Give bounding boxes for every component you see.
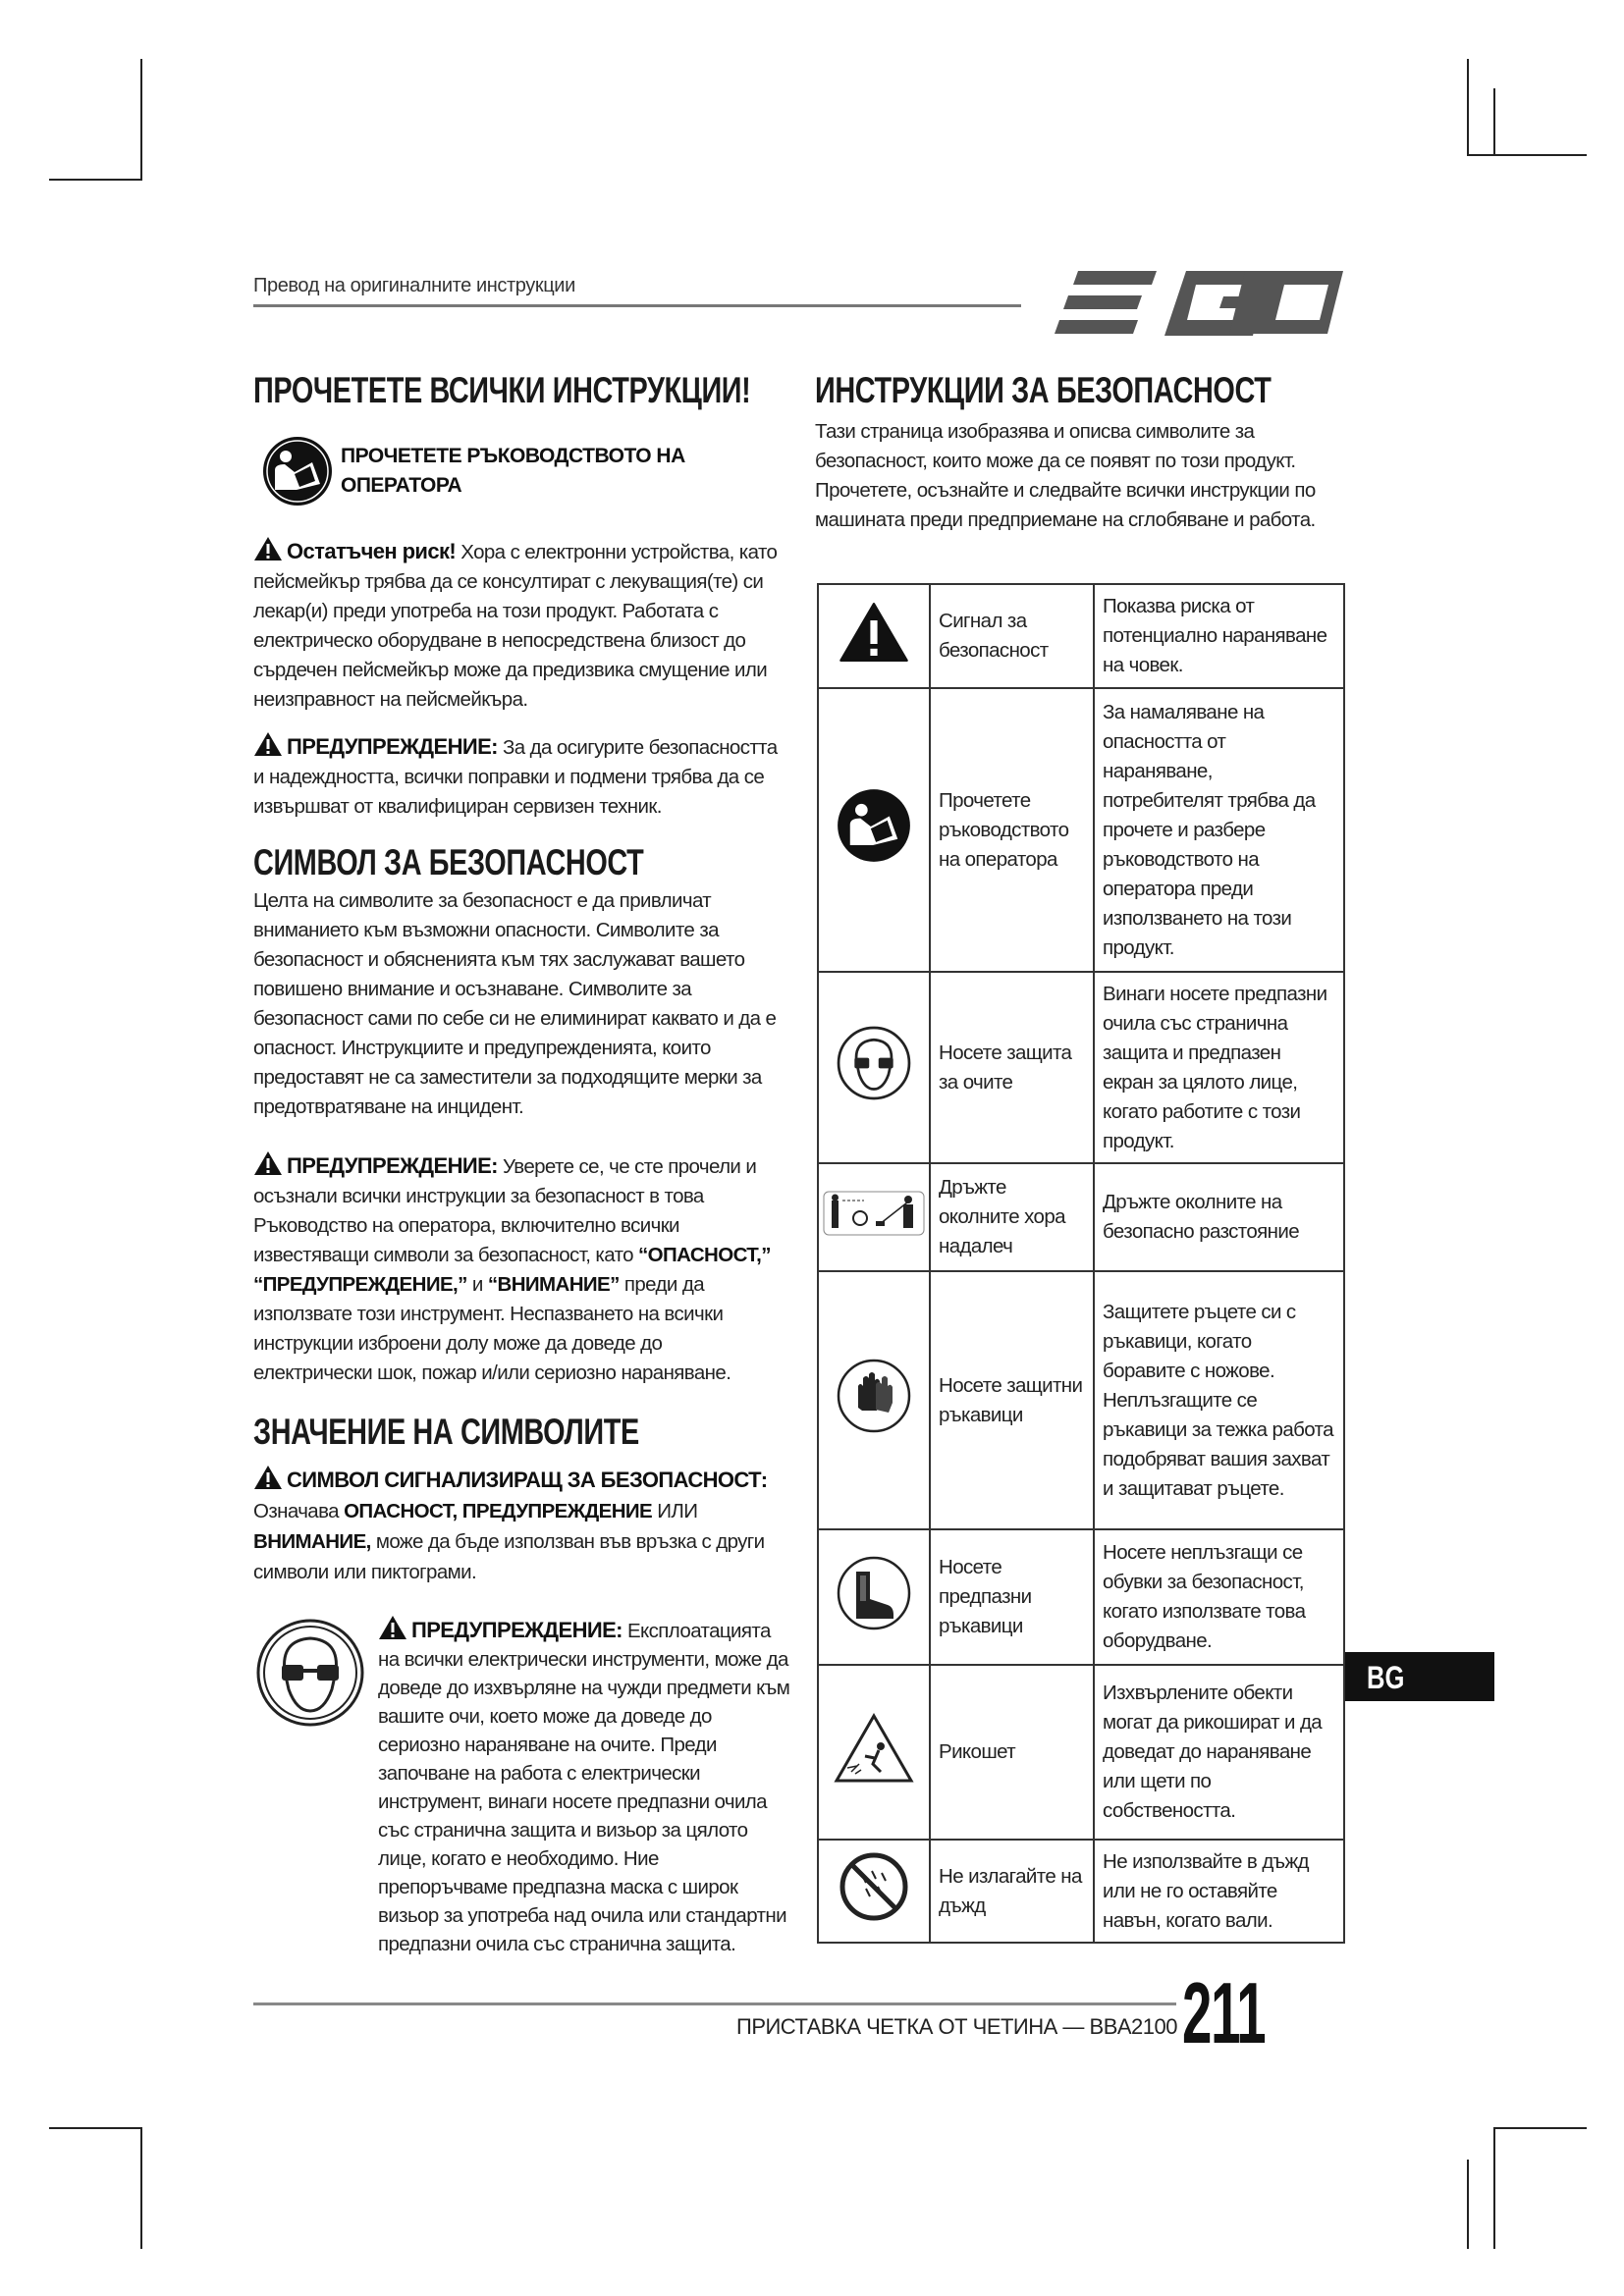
- table-row: [818, 688, 1344, 972]
- header-rule: [253, 304, 1021, 307]
- eye-protection-icon: [255, 1618, 365, 1733]
- warning-triangle-icon: [253, 731, 283, 757]
- read-manual-icon: [261, 435, 334, 512]
- symbol-description: Показва риска от потенциално нараняване на човек.: [1094, 584, 1344, 688]
- symbol-name: Рикошет: [930, 1665, 1094, 1840]
- gloves-icon: [837, 1359, 911, 1433]
- alert-text: Означава: [253, 1500, 345, 1522]
- symbol-name: Носете защита за очите: [930, 972, 1094, 1163]
- heading-safety-instructions: ИНСТРУКЦИИ ЗА БЕЗОПАСНОСТ: [815, 370, 1272, 410]
- table-row: [818, 1665, 1344, 1840]
- warning-triangle-icon: [378, 1615, 407, 1640]
- residual-risk-text: Хора с електронни устройства, като пейсмейкър трябва да се консултират с лекуващия(те) си лекар(и) преди употреба на този продукт. Работата с електрическо оборудване в непосредствена близост до сърдечен пейсмейкър може да предизвика смущение или неизправност на пейсмейкъра.: [253, 541, 778, 711]
- header-subtitle: Превод на оригиналните инструкции: [253, 275, 575, 296]
- read-manual-label: ПРОЧЕТЕТЕ РЪКОВОДСТВОТО НА ОПЕРАТОРА: [341, 445, 685, 497]
- crop-mark: [1493, 88, 1495, 155]
- table-row: [818, 584, 1344, 688]
- crop-mark: [49, 2127, 142, 2129]
- crop-mark: [1467, 154, 1587, 156]
- symbol-name: Носете предпазни ръкавици: [930, 1529, 1094, 1665]
- warning-paragraph-eyes: [378, 1615, 790, 1958]
- warning-paragraph-service: [253, 731, 789, 822]
- no-rain-icon: [839, 1851, 909, 1922]
- symbol-name: Дръжте околните хора надалеч: [930, 1163, 1094, 1271]
- alert-text: ИЛИ: [652, 1500, 698, 1522]
- symbol-description: Защитете ръцете си с ръкавици, когато боравите с ножове. Неплъзгащите се ръкавици за тежка работа подобряват вашия захват и защитават ръцете.: [1094, 1271, 1344, 1529]
- warning-text: Експлоатацията на всички електрически инструменти, може да доведе до изхвърляне на чужди предмети към вашите очи, което може да доведе до сериозно нараняване на очите. Преди започване на работа с електрически инструмент, винаги носете предпазни очила със странична защита и визьор за цялото лице, когато е необходимо. Ние препоръчваме предпазна маска с широк визьор за употреба над очила или стандартни предпазни очила със странична защита.: [378, 1620, 790, 1955]
- heading-read-all: ПРОЧЕТЕТЕ ВСИЧКИ ИНСТРУКЦИИ!: [253, 370, 751, 410]
- warning-word: “ПРЕДУПРЕЖДЕНИЕ,”: [253, 1273, 467, 1296]
- warning-label: ПРЕДУПРЕЖДЕНИЕ:: [287, 1153, 498, 1178]
- alert-symbol-label: СИМВОЛ СИГНАЛИЗИРАЩ ЗА БЕЗОПАСНОСТ:: [287, 1468, 768, 1492]
- symbol-description: За намаляване на опасността от нараняване, потребителят трябва да прочете и разбере ръководството на оператора преди използването на този продукт.: [1094, 688, 1344, 972]
- crop-mark: [1493, 2127, 1495, 2249]
- keep-bystanders-away-icon: [823, 1189, 925, 1238]
- residual-risk-label: Остатъчен риск!: [287, 539, 457, 563]
- symbol-description: Не използвайте в дъжд или не го оставяйте навън, когато вали.: [1094, 1840, 1344, 1943]
- and-word: и: [466, 1273, 488, 1296]
- crop-mark: [140, 59, 142, 181]
- table-row: [818, 1529, 1344, 1665]
- table-row: [818, 1271, 1344, 1529]
- table-row: [818, 972, 1344, 1163]
- symbol-name: Прочетете ръководството на оператора: [930, 688, 1094, 972]
- eye-protection-icon: [837, 1026, 911, 1100]
- warning-text-end: преди да използвате този инструмент. Неспазването на всички инструкции изброени долу може да доведе до електрически шок, пожар и/или сериозно нараняване.: [253, 1273, 731, 1384]
- symbol-description: Дръжте околните на безопасно разстояние: [1094, 1163, 1344, 1271]
- warning-triangle-icon: [253, 1465, 283, 1490]
- symbol-description: Изхвърлените обекти могат да рикошират и да доведат до нараняване или щети по собствеността.: [1094, 1665, 1344, 1840]
- safety-symbols-table: [817, 583, 1345, 1944]
- warning-text: Уверете се, че сте прочели и осъзнали всички инструкции за безопасност в това Ръководство на оператора, включително всички известяващи символи за безопасност, като: [253, 1155, 757, 1266]
- footer-rule: [253, 2002, 1176, 2005]
- symbol-name: Не излагайте на дъжд: [930, 1840, 1094, 1943]
- language-tab-label: BG: [1367, 1660, 1405, 1695]
- warning-label: ПРЕДУПРЕЖДЕНИЕ:: [411, 1618, 623, 1642]
- residual-risk-paragraph: [253, 536, 789, 715]
- warning-triangle-icon: [839, 601, 909, 664]
- crop-mark: [1493, 2127, 1587, 2129]
- language-tab: [1345, 1652, 1494, 1701]
- alert-bold: ВНИМАНИЕ,: [253, 1530, 371, 1553]
- alert-text: може да бъде използван във връзка с други символи или пиктограми.: [253, 1530, 765, 1583]
- heading-symbol-meaning: ЗНАЧЕНИЕ НА СИМВОЛИТЕ: [253, 1412, 639, 1452]
- symbol-name: Сигнал за безопасност: [930, 584, 1094, 688]
- warning-paragraph-instructions: [253, 1150, 784, 1388]
- table-row: [818, 1840, 1344, 1943]
- caution-word: “ВНИМАНИЕ”: [487, 1273, 620, 1296]
- warning-text: За да осигурите безопасността и надеждността, всички поправки и подмени трябва да се извършват от квалифициран сервизен техник.: [253, 736, 778, 818]
- crop-mark: [1467, 2160, 1469, 2249]
- symbol-description: Винаги носете предпазни очила със странична защита и предпазен екран за цялото лице, когато работите с този продукт.: [1094, 972, 1344, 1163]
- ricochet-icon: [834, 1713, 914, 1784]
- page-number: 211: [1182, 1964, 1266, 2061]
- table-row: [818, 1163, 1344, 1271]
- alert-bold: ОПАСНОСТ, ПРЕДУПРЕЖДЕНИЕ: [344, 1500, 653, 1522]
- symbol-name: Носете защитни ръкавици: [930, 1271, 1094, 1529]
- crop-mark: [140, 2127, 142, 2249]
- heading-safety-symbol: СИМВОЛ ЗА БЕЗОПАСНОСТ: [253, 842, 644, 882]
- warning-label: ПРЕДУПРЕЖДЕНИЕ:: [287, 734, 498, 759]
- safety-symbol-paragraph: Целта на символите за безопасност е да привличат вниманието към възможни опасности. Символите за безопасност и обясненията към тях заслужават вашето повишено внимание и осъзнаване. Символите за безопасност сами по себе си не елиминират каквато и да е опасност. Инструкциите и предупрежденията, които предоставят не са заместители за подходящите мерки за предотвратяване на инцидент.: [253, 889, 777, 1118]
- safety-intro-paragraph: Тази страница изобразява и описва символите за безопасност, които може да се появят по този продукт. Прочетете, осъзнайте и следвайте всички инструкции по машината преди предприемане на сглобяване и работа.: [815, 420, 1316, 531]
- symbol-description: Носете неплъзгащи се обувки за безопасност, когато използвате това оборудване.: [1094, 1529, 1344, 1665]
- danger-word: “ОПАСНОСТ,”: [638, 1244, 771, 1266]
- footer-title: ПРИСТАВКА ЧЕТКА ОТ ЧЕТИНА — BBA2100: [736, 2014, 1177, 2039]
- ego-logo: [1049, 267, 1348, 343]
- boots-icon: [837, 1556, 911, 1630]
- crop-mark: [49, 179, 142, 181]
- warning-triangle-icon: [253, 1150, 283, 1176]
- read-manual-icon: [836, 787, 912, 864]
- crop-mark: [1467, 59, 1469, 155]
- warning-triangle-icon: [253, 536, 283, 561]
- alert-symbol-paragraph: [253, 1465, 789, 1587]
